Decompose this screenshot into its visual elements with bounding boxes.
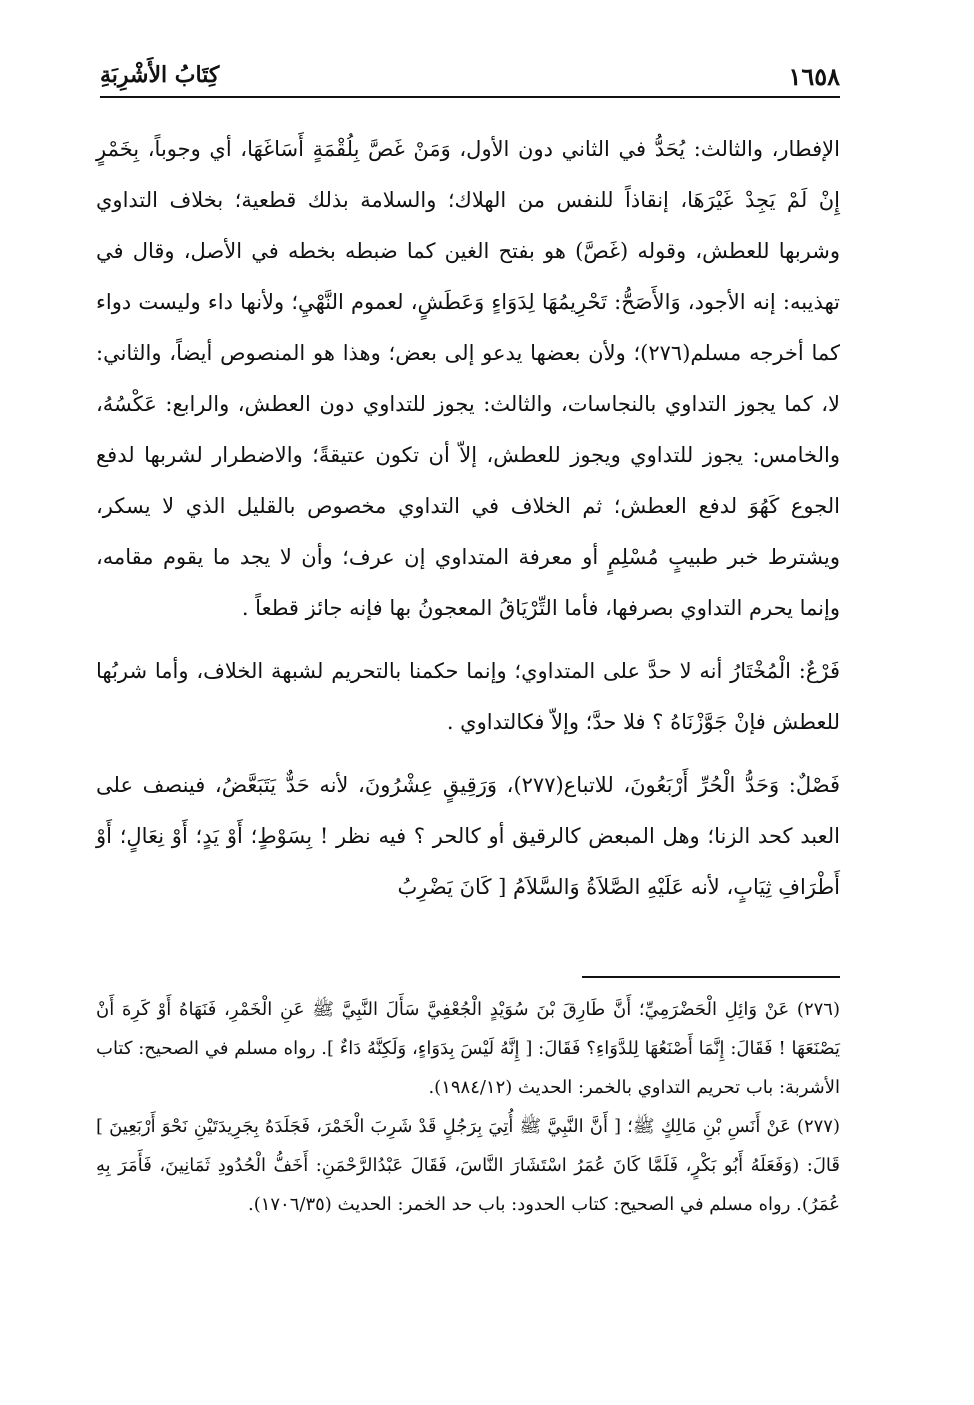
footnote: (٢٧٦) عَنْ وَائِلِ الْحَضْرَمِيِّ؛ أَنَّ طَارِقَ بْنَ سُوَيْدٍ الْجُعْفِيَّ سَأَلَ النَّبِيَّ ﷺ عَنِ الْخَمْرِ، فَنَهَاهُ أَوْ كَرِهَ أَنْ يَصْنَعَهَا ! فَقَالَ: إِنَّمَا أَصْنَعُهَا لِلدَّوَاءِ؟ فَقَالَ: [ إِنَّهُ لَيْسَ بِدَوَاءٍ، وَلَكِنَّهُ دَاءٌ ]. رواه مسلم في الصحيح: كتاب الأشربة: باب تحريم التداوي بالخمر: الحديث (١٩٨٤/١٢).: [96, 999, 840, 1098]
paragraph: الإفطار، والثالث: يُحَدُّ في الثاني دون الأول، وَمَنْ غَصَّ بِلُقْمَةٍ أَسَاغَهَا، أي وجوباً، بِخَمْرٍ إِنْ لَمْ يَجِدْ غَيْرَهَا، إنقاذاً للنفس من الهلاك؛ والسلامة بذلك قطعية؛ بخلاف التداوي وشربها للعطش، وقوله (غَصَّ) هو بفتح الغين كما ضبطه بخطه في الأصل، وقال في تهذيبه: إنه الأجود، وَالأَصَحُّ: تَحْرِيمُهَا لِدَوَاءٍ وَعَطَشٍ، لعموم النَّهْيِ؛ ولأنها داء وليست دواء كما أخرجه مسلم(٢٧٦)؛ ولأن بعضها يدعو إلى بعض؛ وهذا هو المنصوص أيضاً، والثاني: لا، كما يجوز التداوي بالنجاسات، والثالث: يجوز للتداوي دون العطش، والرابع: عَكْسُهُ، والخامس: يجوز للتداوي ويجوز للعطش، إلاّ أن تكون عتيقةً؛ والاضطرار لشربها لدفع الجوع كَهُوَ لدفع العطش؛ ثم الخلاف في التداوي مخصوص بالقليل الذي لا يسكر، ويشترط خبر طبيبٍ مُسْلِمٍ أو معرفة المتداوي إن عرف؛ وأن لا يجد ما يقوم مقامه، وإنما يحرم التداوي بصرفها، فأما التِّرْيَاقُ المعجونُ بها فإنه جائز قطعاً .: [96, 137, 840, 620]
page-number: ١٦٥٨: [788, 62, 840, 91]
footnote: (٢٧٧) عَنْ أَنَسِ بْنِ مَالِكٍ ﷺ؛ [ أَنَّ النَّبِيَّ ﷺ أُتِيَ بِرَجُلٍ قَدْ شَرِبَ الْخَمْرَ، فَجَلَدَهُ بِجَرِيدَتَيْنِ نَحْوَ أَرْبَعِينَ ] قَالَ: (وَفَعَلَهُ أَبُو بَكْرٍ، فَلَمَّا كَانَ عُمَرُ اسْتَشَارَ النَّاسَ، فَقَالَ عَبْدُالرَّحْمَنِ: أَخَفُّ الْحُدُودِ ثَمَانِينَ، فَأَمَرَ بِهِ عُمَرُ). رواه مسلم في الصحيح: كتاب الحدود: باب حد الخمر: الحديث (١٧٠٦/٣٥).: [96, 1116, 840, 1215]
main-text: [96, 124, 840, 925]
running-header: [100, 56, 840, 98]
footnotes: [96, 990, 840, 1224]
paragraph: فَصْلٌ: وَحَدُّ الْحُرِّ أَرْبَعُونَ، للاتباع(٢٧٧)، وَرَقِيقٍ عِشْرُونَ، لأنه حَدٌّ يَتَبَعَّضُ، فينصف على العبد كحد الزنا؛ وهل المبعض كالرقيق أو كالحر ؟ فيه نظر ! بِسَوْطٍ؛ أَوْ يَدٍ؛ أَوْ نِعَالٍ؛ أَوْ أَطْرَافِ ثِيَابٍ، لأنه عَلَيْهِ الصَّلاَةُ وَالسَّلاَمُ [ كَانَ يَضْرِبُ: [96, 773, 840, 899]
paragraph: فَرْعٌ: الْمُخْتَارُ أنه لا حدَّ على المتداوي؛ وإنما حكمنا بالتحريم لشبهة الخلاف، وأما شربُها للعطش فإنْ جَوَّزْنَاهُ ؟ فلا حدَّ؛ وإلاّ فكالتداوي .: [96, 659, 840, 734]
footnote-separator: [582, 976, 840, 978]
book-title: كِتَابُ الأَشْرِبَةِ: [100, 62, 220, 88]
